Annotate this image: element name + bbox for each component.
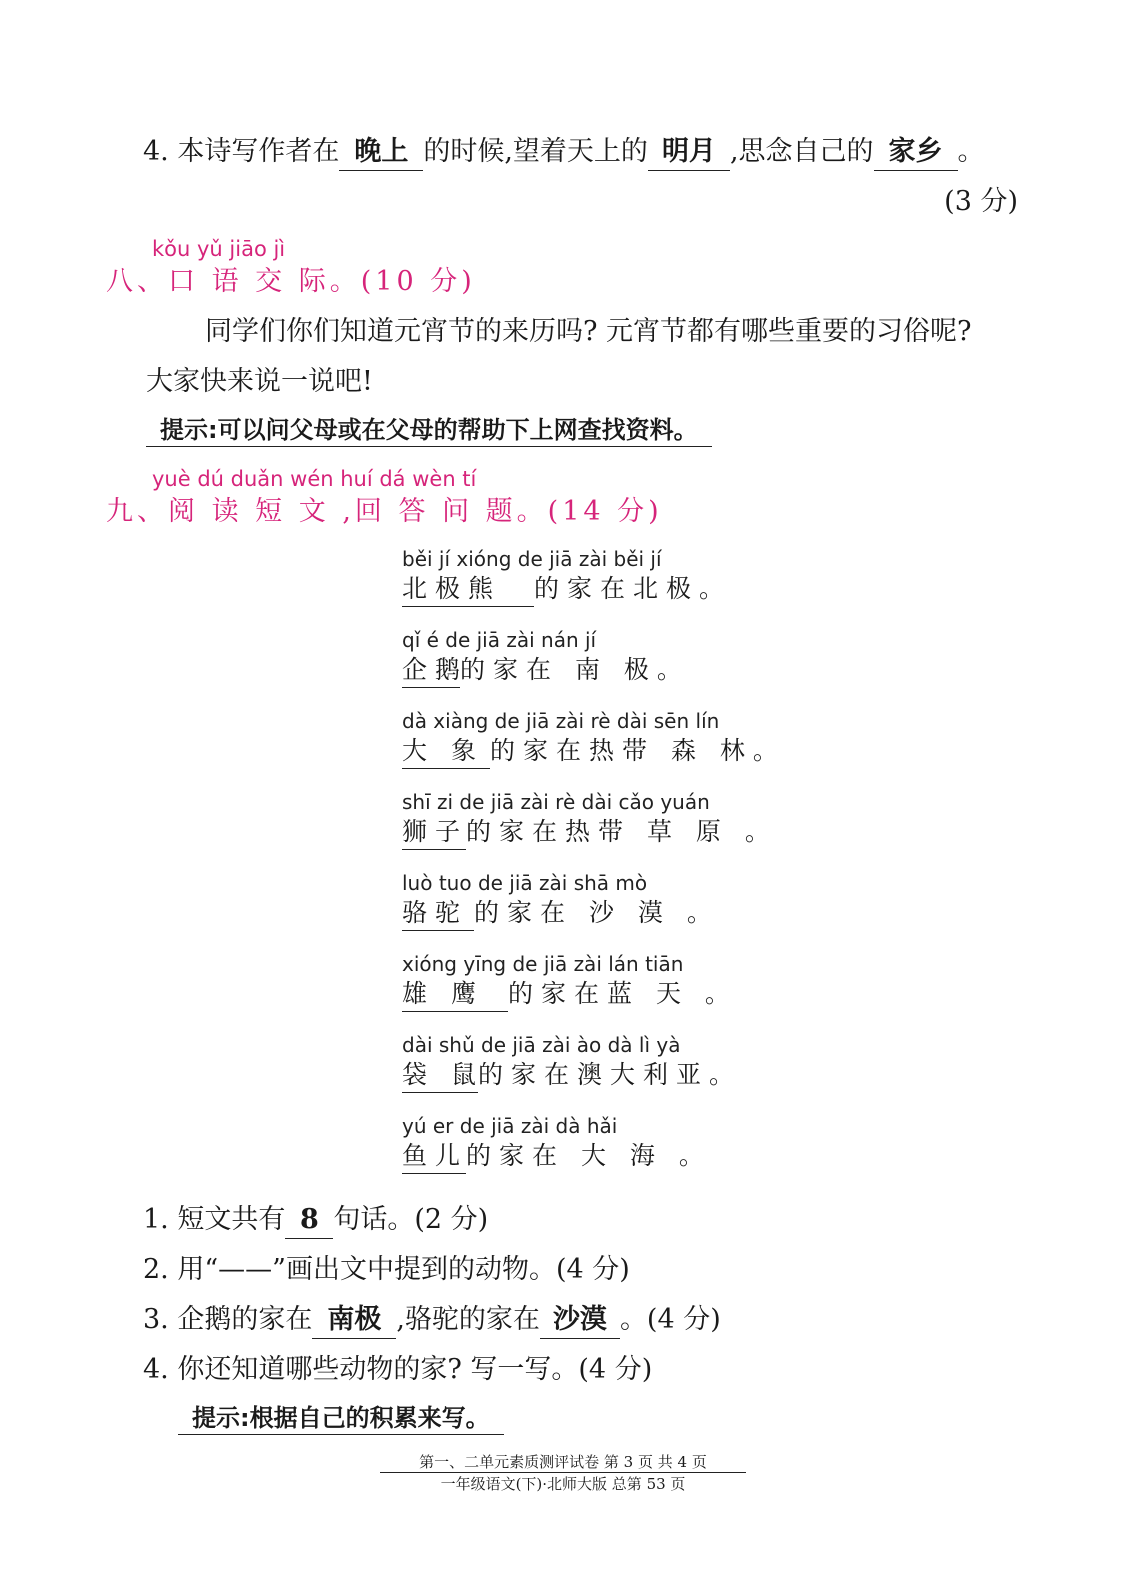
- passage-rest: 的家在澳大利亚。: [478, 1060, 743, 1089]
- footer-line-1: 第一、二单元素质测评试卷 第 3 页 共 4 页: [380, 1452, 746, 1473]
- q3-mid: ,骆驼的家在: [396, 1304, 540, 1335]
- passage-rest: 的家在 沙 漠 。: [474, 898, 720, 927]
- section9-hint: 提示:根据自己的积累来写。: [178, 1402, 504, 1435]
- passage-line: [402, 1032, 786, 1113]
- section8-text2: 大家快来说一说吧!: [146, 366, 373, 397]
- answer-blank: 家乡: [874, 134, 958, 171]
- pinyin-line: dài shǔ de jiā zài ào dà lì yà: [402, 1033, 681, 1057]
- passage-line: [402, 870, 786, 951]
- pinyin-line: luò tuo de jiā zài shā mò: [402, 871, 648, 895]
- section9-pinyin: yuè dú duǎn wén huí dá wèn tí: [152, 467, 477, 491]
- pinyin-line: xióng yīng de jiā zài lán tiān: [402, 952, 684, 976]
- pinyin-line: shī zi de jiā zài rè dài cǎo yuán: [402, 790, 710, 814]
- pinyin-line: dà xiàng de jiā zài rè dài sēn lín: [402, 709, 720, 733]
- q1-prefix: 1. 短文共有: [143, 1204, 286, 1235]
- question-4: 4. 你还知道哪些动物的家? 写一写。(4 分): [143, 1354, 653, 1385]
- section8-text1: 同学们你们知道元宵节的来历吗? 元宵节都有哪些重要的习俗呢?: [205, 316, 972, 347]
- passage-line: [402, 789, 786, 870]
- answer-blank: 沙漠: [540, 1302, 620, 1339]
- passage-rest: 的家在蓝 天 。: [508, 979, 738, 1008]
- animal-name: 大 象: [402, 734, 490, 769]
- passage-rest: 的家在 南 极。: [460, 655, 690, 684]
- q3-suffix: 。(4 分): [619, 1304, 721, 1335]
- question-2: 2. 用“——”画出文中提到的动物。(4 分): [143, 1254, 630, 1285]
- q4-mid2: ,思念自己的: [729, 136, 874, 167]
- pinyin-line: yú er de jiā zài dà hǎi: [402, 1114, 618, 1138]
- answer-blank: 南极: [312, 1302, 396, 1339]
- passage-line: [402, 546, 786, 627]
- question-1: [143, 1202, 488, 1239]
- pinyin-line: běi jí xióng de jiā zài běi jí: [402, 547, 662, 571]
- q4-prefix: 4. 本诗写作者在: [143, 136, 340, 167]
- section8-pinyin: kǒu yǔ jiāo jì: [152, 237, 286, 261]
- passage-rest: 的家在 大 海 。: [466, 1141, 712, 1170]
- section8-hint: 提示:可以问父母或在父母的帮助下上网查找资料。: [146, 414, 712, 447]
- q4-mid1: 的时候,望着天上的: [423, 136, 648, 167]
- question-3: [143, 1302, 721, 1339]
- poem-question-4: [143, 134, 985, 171]
- passage-line: [402, 1113, 786, 1194]
- passage-line: [402, 951, 786, 1032]
- animal-name: 狮子: [402, 815, 466, 850]
- pinyin-line: qǐ é de jiā zài nán jí: [402, 628, 597, 652]
- animal-name: 雄 鹰: [402, 977, 508, 1012]
- answer-blank: 明月: [648, 134, 730, 171]
- passage-rest: 的家在热带 森 林。: [490, 736, 786, 765]
- animal-name: 骆驼: [402, 896, 474, 931]
- footer-line-2: 一年级语文(下)·北师大版 总第 53 页: [440, 1475, 686, 1493]
- score-label: (3 分): [944, 186, 1018, 217]
- passage-rest: 的家在北极。: [534, 574, 733, 603]
- q4-suffix: 。: [957, 136, 985, 167]
- q3-prefix: 3. 企鹅的家在: [143, 1304, 313, 1335]
- section8-heading: 八、口 语 交 际。(10 分): [106, 266, 476, 297]
- animal-name: 鱼儿: [402, 1139, 466, 1174]
- reading-passage: [402, 546, 786, 1194]
- animal-name: 北极熊: [402, 572, 534, 607]
- animal-name: 袋 鼠: [402, 1058, 478, 1093]
- animal-name: 企鹅: [402, 653, 460, 688]
- passage-line: [402, 627, 786, 708]
- passage-rest: 的家在热带 草 原 。: [466, 817, 778, 846]
- passage-line: [402, 708, 786, 789]
- section9-heading: 九、阅 读 短 文 ,回 答 问 题。(14 分): [106, 496, 663, 527]
- answer-blank: 8: [285, 1202, 333, 1239]
- q1-suffix: 句话。(2 分): [333, 1204, 489, 1235]
- answer-blank: 晚上: [339, 134, 423, 171]
